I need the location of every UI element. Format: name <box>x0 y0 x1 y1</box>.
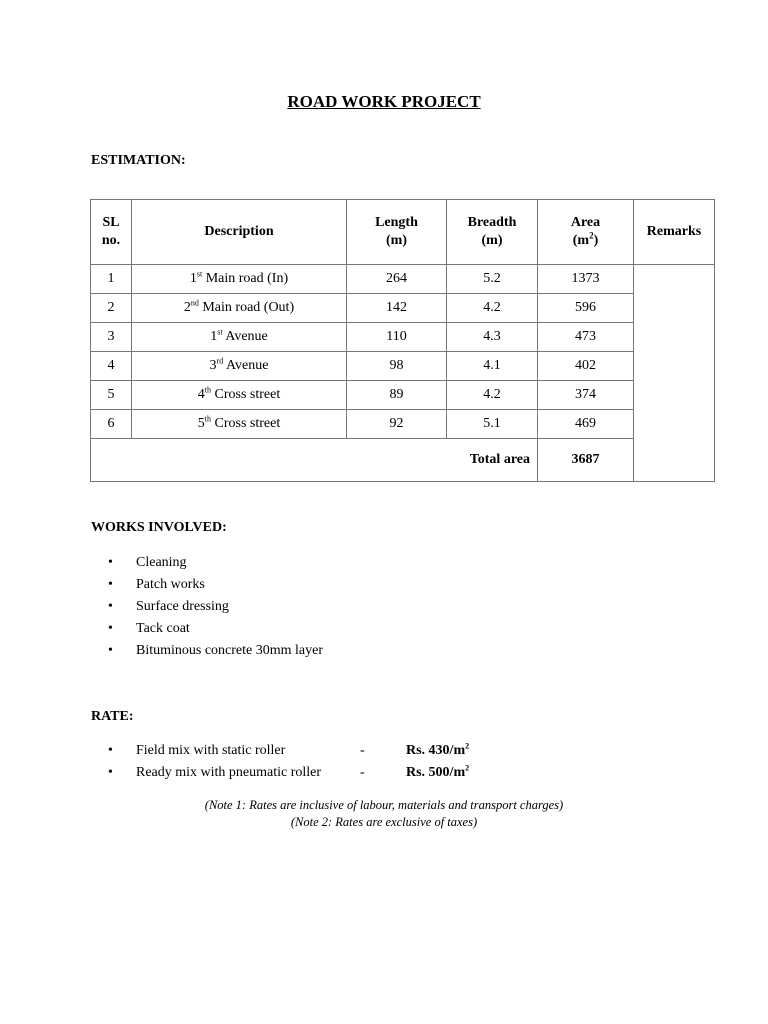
cell-breadth: 4.2 <box>447 294 538 323</box>
cell-description: 5th Cross street <box>132 410 347 439</box>
estimation-table <box>90 199 715 482</box>
table-row <box>91 265 715 294</box>
cell-length: 98 <box>347 352 447 381</box>
note-2: (Note 2: Rates are exclusive of taxes) <box>290 815 478 829</box>
list-item: • Tack coat <box>108 618 323 640</box>
total-value: 3687 <box>538 439 634 482</box>
cell-breadth: 5.2 <box>447 265 538 294</box>
rate-item <box>108 762 469 784</box>
cell-sl: 6 <box>91 410 132 439</box>
list-item: • Bituminous concrete 30mm layer <box>108 640 323 662</box>
header-length-line2: (m) <box>386 233 407 248</box>
cell-breadth: 4.1 <box>447 352 538 381</box>
header-remarks: Remarks <box>634 200 715 265</box>
header-sl-line1: SL <box>102 215 120 230</box>
bullet-icon: • <box>108 555 113 570</box>
rate-label: Field mix with static roller <box>136 743 286 758</box>
works-heading: WORKS INVOLVED: <box>91 520 227 535</box>
list-item: • Patch works <box>108 574 323 596</box>
cell-area: 1373 <box>538 265 634 294</box>
cell-breadth: 5.1 <box>447 410 538 439</box>
works-list <box>108 552 323 662</box>
cell-length: 110 <box>347 323 447 352</box>
cell-sl: 4 <box>91 352 132 381</box>
note-1: (Note 1: Rates are inclusive of labour, materials and transport charges) <box>204 798 564 812</box>
rate-dash: - <box>360 743 365 758</box>
cell-sl: 5 <box>91 381 132 410</box>
table-row <box>91 352 715 381</box>
table-header-row <box>91 200 715 265</box>
header-description: Description <box>132 200 347 265</box>
header-area <box>538 200 634 265</box>
table-row <box>91 381 715 410</box>
cell-remarks <box>634 265 715 482</box>
cell-description: 2nd Main road (Out) <box>132 294 347 323</box>
header-area-unit: $(m^2)$ <box>572 230 599 248</box>
cell-description: 1st Avenue <box>132 323 347 352</box>
header-sl <box>91 200 132 265</box>
total-row <box>91 439 715 482</box>
header-breadth-line2: (m) <box>481 233 503 248</box>
rate-label: Ready mix with pneumatic roller <box>136 765 322 780</box>
cell-area: 402 <box>538 352 634 381</box>
table-row <box>91 294 715 323</box>
header-length-line1: Length <box>375 215 418 230</box>
rate-heading: RATE: <box>91 709 134 724</box>
bullet-icon: • <box>108 643 113 658</box>
cell-area: 596 <box>538 294 634 323</box>
total-label: Total area <box>91 439 538 482</box>
cell-breadth: 4.2 <box>447 381 538 410</box>
cell-length: 264 <box>347 265 447 294</box>
cell-sl: 2 <box>91 294 132 323</box>
cell-sl: 3 <box>91 323 132 352</box>
bullet-icon: • <box>108 577 113 592</box>
cell-area: 469 <box>538 410 634 439</box>
cell-length: 92 <box>347 410 447 439</box>
list-item: • Cleaning <box>108 552 323 574</box>
cell-area: 473 <box>538 323 634 352</box>
cell-area: 374 <box>538 381 634 410</box>
rate-item <box>108 740 469 762</box>
rate-value: Rs. $430/m^2$ <box>406 741 470 758</box>
list-item: • Surface dressing <box>108 596 323 618</box>
header-area-line1: Area <box>570 215 601 230</box>
cell-sl: 1 <box>91 265 132 294</box>
rate-list <box>108 740 469 784</box>
table-row <box>91 323 715 352</box>
table-row <box>91 410 715 439</box>
cell-length: 89 <box>347 381 447 410</box>
page-title: ROAD WORK PROJECT <box>287 92 481 111</box>
cell-breadth: 4.3 <box>447 323 538 352</box>
cell-description: 4th Cross street <box>132 381 347 410</box>
bullet-icon: • <box>108 621 113 636</box>
bullet-icon: • <box>108 743 113 758</box>
notes <box>0 797 768 831</box>
header-sl-line2: no. <box>101 233 121 248</box>
header-length <box>347 200 447 265</box>
rate-value: Rs. $500/m^2$ <box>406 763 470 780</box>
estimation-heading: ESTIMATION: <box>91 153 186 168</box>
cell-description: 3rd Avenue <box>132 352 347 381</box>
cell-length: 142 <box>347 294 447 323</box>
cell-description: 1st Main road (In) <box>132 265 347 294</box>
rate-dash: - <box>360 765 365 780</box>
bullet-icon: • <box>108 765 113 780</box>
header-breadth-line1: Breadth <box>467 215 517 230</box>
header-breadth <box>447 200 538 265</box>
bullet-icon: • <box>108 599 113 614</box>
